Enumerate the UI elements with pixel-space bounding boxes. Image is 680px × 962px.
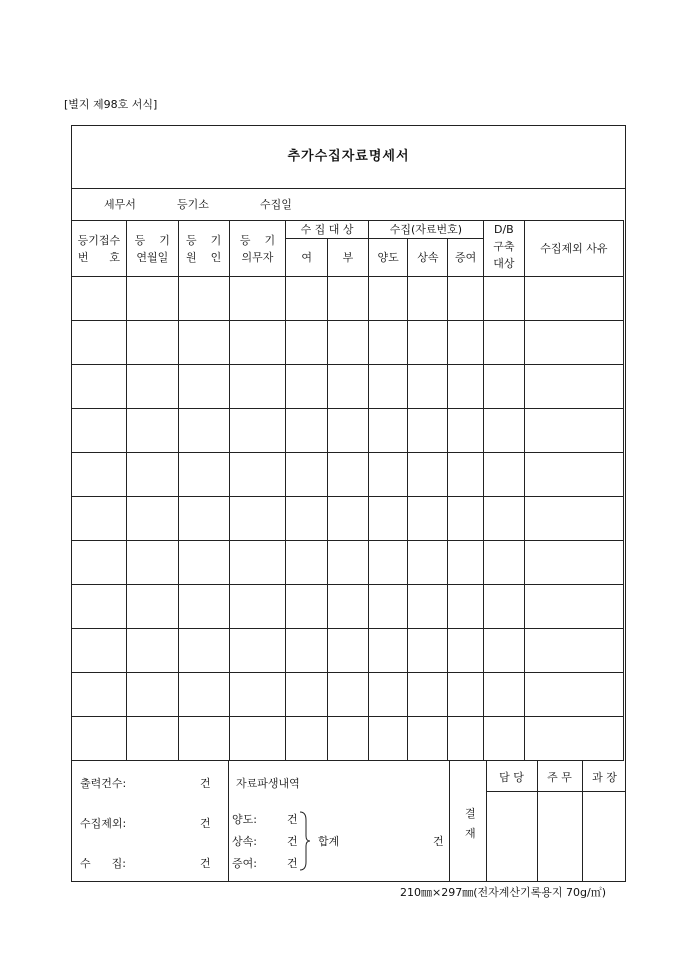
table-cell[interactable]: [178, 409, 229, 453]
table-cell[interactable]: [178, 629, 229, 673]
table-cell[interactable]: [408, 673, 448, 717]
table-cell[interactable]: [524, 717, 623, 761]
table-row: [72, 497, 624, 541]
table-cell[interactable]: [72, 453, 127, 497]
table-cell[interactable]: [448, 629, 484, 673]
table-cell[interactable]: [483, 717, 524, 761]
total-unit: 건: [433, 835, 444, 848]
table-cell[interactable]: [408, 365, 448, 409]
table-cell[interactable]: [448, 673, 484, 717]
table-cell[interactable]: [328, 497, 369, 541]
table-cell[interactable]: [408, 453, 448, 497]
registry-label: 등기소: [177, 198, 209, 211]
header-reg-cause: 등 기 원 인: [178, 221, 229, 277]
table-cell[interactable]: [483, 321, 524, 365]
table-cell[interactable]: [72, 409, 127, 453]
excluded-label: 수집제외:: [80, 817, 127, 830]
table-cell[interactable]: [524, 673, 623, 717]
table-cell[interactable]: [229, 321, 286, 365]
table-cell[interactable]: [229, 717, 286, 761]
table-cell[interactable]: [328, 321, 369, 365]
table-cell[interactable]: [408, 629, 448, 673]
output-count-unit: 건: [200, 777, 211, 790]
table-cell[interactable]: [483, 277, 524, 321]
table-cell[interactable]: [448, 585, 484, 629]
transfer-unit: 건: [287, 813, 298, 826]
table-cell[interactable]: [286, 541, 328, 585]
table-cell[interactable]: [448, 409, 484, 453]
data-table: [71, 220, 624, 761]
table-cell[interactable]: [286, 453, 328, 497]
table-cell[interactable]: [368, 409, 408, 453]
table-row: [72, 453, 624, 497]
table-cell[interactable]: [286, 673, 328, 717]
table-cell[interactable]: [408, 409, 448, 453]
table-cell[interactable]: [524, 453, 623, 497]
table-cell[interactable]: [72, 673, 127, 717]
table-cell[interactable]: [483, 541, 524, 585]
transfer-label: 양도:: [232, 813, 257, 826]
table-cell[interactable]: [368, 321, 408, 365]
table-cell[interactable]: [229, 497, 286, 541]
table-cell[interactable]: [286, 365, 328, 409]
header-exclusion: 수집제외 사유: [524, 221, 623, 277]
header-collect: 수집(자료번호): [368, 221, 483, 239]
table-cell[interactable]: [229, 453, 286, 497]
table-cell[interactable]: [72, 277, 127, 321]
total-label: 합계: [318, 835, 340, 848]
table-cell[interactable]: [229, 673, 286, 717]
chief-label: 주 무: [547, 771, 572, 784]
table-cell[interactable]: [448, 453, 484, 497]
table-cell[interactable]: [126, 409, 178, 453]
table-cell[interactable]: [483, 673, 524, 717]
gift-label: 증여:: [232, 857, 257, 870]
table-cell[interactable]: [72, 321, 127, 365]
table-cell[interactable]: [408, 541, 448, 585]
header-target: 수 집 대 상: [286, 221, 368, 239]
table-cell[interactable]: [72, 365, 127, 409]
gift-unit: 건: [287, 857, 298, 870]
table-cell[interactable]: [229, 277, 286, 321]
table-cell[interactable]: [126, 717, 178, 761]
table-row: [72, 585, 624, 629]
table-cell[interactable]: [408, 277, 448, 321]
table-cell[interactable]: [328, 629, 369, 673]
table-cell[interactable]: [448, 541, 484, 585]
inherit-label: 상속:: [232, 835, 257, 848]
table-cell[interactable]: [126, 453, 178, 497]
header-gift: 증여: [448, 239, 484, 277]
table-cell[interactable]: [483, 585, 524, 629]
table-row: [72, 321, 624, 365]
approval-label-2: 재: [465, 827, 476, 840]
approval-divider: [449, 760, 450, 882]
collected-label: 수 집:: [80, 857, 126, 870]
table-cell[interactable]: [368, 717, 408, 761]
table-cell[interactable]: [178, 585, 229, 629]
divider: [72, 188, 625, 189]
form-frame: [71, 125, 626, 882]
table-cell[interactable]: [286, 277, 328, 321]
brace-icon: [298, 810, 312, 872]
table-cell[interactable]: [524, 629, 623, 673]
collect-date-label: 수집일: [260, 198, 292, 211]
table-cell[interactable]: [286, 497, 328, 541]
footer-divider: [228, 760, 229, 882]
table-cell[interactable]: [524, 409, 623, 453]
form-title: 추가수집자료명세서: [287, 149, 410, 164]
table-cell[interactable]: [286, 585, 328, 629]
table-cell[interactable]: [328, 585, 369, 629]
table-cell[interactable]: [524, 497, 623, 541]
output-count-label: 출력건수:: [80, 777, 127, 790]
table-cell[interactable]: [126, 673, 178, 717]
table-row: [72, 541, 624, 585]
paper-spec: 210㎜×297㎜(전자계산기록용지 70g/㎡): [400, 886, 606, 899]
table-cell[interactable]: [328, 453, 369, 497]
table-cell[interactable]: [483, 409, 524, 453]
table-cell[interactable]: [178, 321, 229, 365]
table-cell[interactable]: [328, 365, 369, 409]
table-cell[interactable]: [72, 629, 127, 673]
table-row: [72, 365, 624, 409]
table-cell[interactable]: [328, 409, 369, 453]
table-cell[interactable]: [483, 365, 524, 409]
table-cell[interactable]: [178, 277, 229, 321]
table-cell[interactable]: [126, 541, 178, 585]
table-cell[interactable]: [368, 277, 408, 321]
table-cell[interactable]: [72, 717, 127, 761]
collected-unit: 건: [200, 857, 211, 870]
table-cell[interactable]: [178, 497, 229, 541]
table-cell[interactable]: [328, 277, 369, 321]
header-inherit: 상속: [408, 239, 448, 277]
table-cell[interactable]: [126, 321, 178, 365]
table-cell[interactable]: [524, 365, 623, 409]
header-target-yes: 여: [286, 239, 328, 277]
table-cell[interactable]: [368, 453, 408, 497]
table-row: [72, 277, 624, 321]
table-cell[interactable]: [483, 629, 524, 673]
form-label: [별지 제98호 서식]: [64, 98, 158, 111]
table-body: [72, 277, 624, 761]
table-cell[interactable]: [448, 321, 484, 365]
table-cell[interactable]: [178, 365, 229, 409]
table-cell[interactable]: [328, 717, 369, 761]
tax-office-label: 세무서: [104, 198, 136, 211]
table-cell[interactable]: [328, 541, 369, 585]
table-cell[interactable]: [286, 321, 328, 365]
table-row: [72, 629, 624, 673]
table-cell[interactable]: [126, 497, 178, 541]
table-cell[interactable]: [408, 497, 448, 541]
table-cell[interactable]: [126, 277, 178, 321]
table-cell[interactable]: [229, 541, 286, 585]
table-cell[interactable]: [524, 541, 623, 585]
table-cell[interactable]: [178, 673, 229, 717]
excluded-unit: 건: [200, 817, 211, 830]
table-cell[interactable]: [126, 585, 178, 629]
header-transfer: 양도: [368, 239, 408, 277]
section-head-label: 과 장: [592, 771, 617, 784]
table-cell[interactable]: [178, 717, 229, 761]
table-cell[interactable]: [368, 365, 408, 409]
table-cell[interactable]: [72, 585, 127, 629]
table-row: [72, 409, 624, 453]
header-reg-obligor: 등 기 의무자: [229, 221, 286, 277]
approval-divider: [486, 791, 626, 792]
table-cell[interactable]: [72, 497, 127, 541]
table-row: [72, 673, 624, 717]
table-cell[interactable]: [328, 673, 369, 717]
table-cell[interactable]: [178, 453, 229, 497]
table-cell[interactable]: [229, 629, 286, 673]
table-row: [72, 717, 624, 761]
table-cell[interactable]: [126, 629, 178, 673]
table-cell[interactable]: [483, 497, 524, 541]
table-cell[interactable]: [178, 541, 229, 585]
table-cell[interactable]: [368, 585, 408, 629]
table-cell[interactable]: [72, 541, 127, 585]
table-cell[interactable]: [368, 497, 408, 541]
table-cell[interactable]: [448, 717, 484, 761]
table-cell[interactable]: [483, 453, 524, 497]
table-cell[interactable]: [408, 585, 448, 629]
table-cell[interactable]: [126, 365, 178, 409]
table-cell[interactable]: [368, 673, 408, 717]
table-cell[interactable]: [408, 717, 448, 761]
table-cell[interactable]: [286, 717, 328, 761]
header-receipt-no: 등기접수 번 호: [72, 221, 127, 277]
derived-title: 자료파생내역: [236, 777, 300, 790]
header-db: D/B 구축 대상: [483, 221, 524, 277]
table-cell[interactable]: [286, 629, 328, 673]
inherit-unit: 건: [287, 835, 298, 848]
table-cell[interactable]: [524, 277, 623, 321]
table-cell[interactable]: [524, 321, 623, 365]
table-cell[interactable]: [368, 629, 408, 673]
charge-label: 담 당: [499, 771, 524, 784]
table-cell[interactable]: [286, 409, 328, 453]
table-cell[interactable]: [229, 585, 286, 629]
table-cell[interactable]: [448, 497, 484, 541]
header-reg-date: 등 기 연월일: [126, 221, 178, 277]
approval-label-1: 결: [465, 807, 476, 820]
table-cell[interactable]: [448, 277, 484, 321]
header-target-no: 부: [328, 239, 369, 277]
table-cell[interactable]: [524, 585, 623, 629]
table-cell[interactable]: [448, 365, 484, 409]
table-cell[interactable]: [368, 541, 408, 585]
table-cell[interactable]: [229, 409, 286, 453]
table-cell[interactable]: [229, 365, 286, 409]
table-cell[interactable]: [408, 321, 448, 365]
